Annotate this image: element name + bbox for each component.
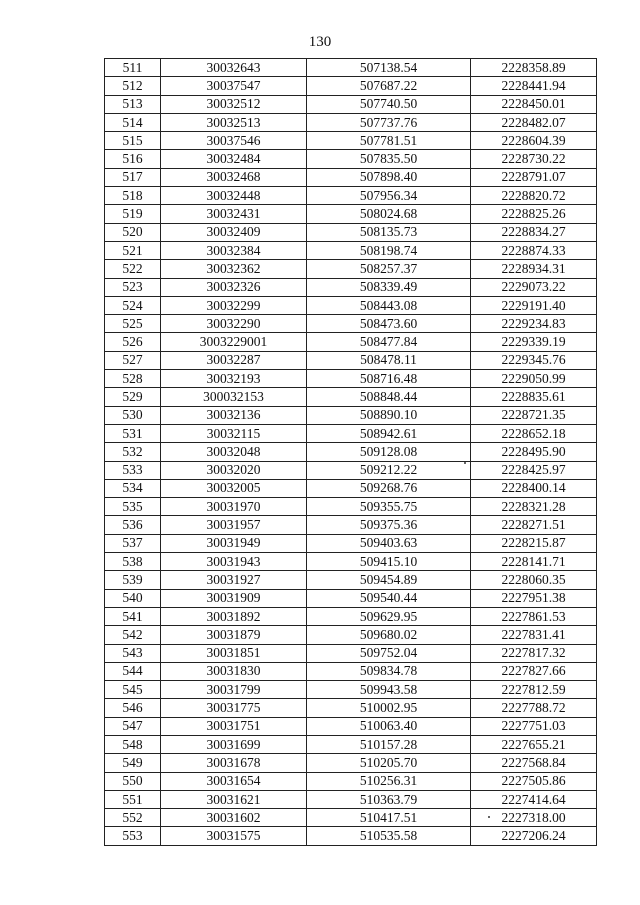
- point-number-cell: 520: [105, 223, 161, 241]
- point-number-cell: 529: [105, 388, 161, 406]
- y-coordinate-cell: 2227812.59: [471, 681, 597, 699]
- table-row: [105, 260, 597, 278]
- y-coordinate-cell: 2228215.87: [471, 534, 597, 552]
- table-row: [105, 187, 597, 205]
- point-number-cell: 512: [105, 77, 161, 95]
- point-number-cell: 535: [105, 498, 161, 516]
- table-row: [105, 534, 597, 552]
- y-coordinate-cell: 2229050.99: [471, 370, 597, 388]
- point-number-cell: 527: [105, 351, 161, 369]
- point-id-cell: 30032468: [161, 168, 307, 186]
- point-id-cell: 30031970: [161, 498, 307, 516]
- point-number-cell: 525: [105, 315, 161, 333]
- table-row: [105, 333, 597, 351]
- point-id-cell: 30031575: [161, 827, 307, 845]
- x-coordinate-cell: 508716.48: [307, 370, 471, 388]
- table-row: [105, 315, 597, 333]
- scan-speck: [464, 462, 466, 464]
- x-coordinate-cell: 510063.40: [307, 717, 471, 735]
- x-coordinate-cell: 509680.02: [307, 626, 471, 644]
- point-number-cell: 523: [105, 278, 161, 296]
- x-coordinate-cell: 507740.50: [307, 95, 471, 113]
- table-row: [105, 754, 597, 772]
- point-number-cell: 532: [105, 443, 161, 461]
- x-coordinate-cell: 509752.04: [307, 644, 471, 662]
- y-coordinate-cell: 2227568.84: [471, 754, 597, 772]
- y-coordinate-cell: 2228652.18: [471, 424, 597, 442]
- y-coordinate-cell: 2227827.66: [471, 662, 597, 680]
- point-number-cell: 545: [105, 681, 161, 699]
- x-coordinate-cell: 509834.78: [307, 662, 471, 680]
- y-coordinate-cell: 2227788.72: [471, 699, 597, 717]
- scan-speck: [488, 816, 490, 818]
- y-coordinate-cell: 2229191.40: [471, 296, 597, 314]
- table-row: [105, 223, 597, 241]
- y-coordinate-cell: 2228934.31: [471, 260, 597, 278]
- point-id-cell: 30032431: [161, 205, 307, 223]
- table-row: [105, 662, 597, 680]
- y-coordinate-cell: 2228441.94: [471, 77, 597, 95]
- y-coordinate-cell: 2228060.35: [471, 571, 597, 589]
- point-number-cell: 517: [105, 168, 161, 186]
- x-coordinate-cell: 509415.10: [307, 553, 471, 571]
- x-coordinate-cell: 510417.51: [307, 809, 471, 827]
- point-id-cell: 30032115: [161, 424, 307, 442]
- table-row: [105, 59, 597, 77]
- point-number-cell: 530: [105, 406, 161, 424]
- table-row: [105, 644, 597, 662]
- point-id-cell: 30032326: [161, 278, 307, 296]
- y-coordinate-cell: 2228874.33: [471, 241, 597, 259]
- y-coordinate-cell: 2228835.61: [471, 388, 597, 406]
- x-coordinate-cell: 509128.08: [307, 443, 471, 461]
- table-row: [105, 498, 597, 516]
- point-id-cell: 30031678: [161, 754, 307, 772]
- y-coordinate-cell: 2227861.53: [471, 607, 597, 625]
- point-number-cell: 549: [105, 754, 161, 772]
- y-coordinate-cell: 2227505.86: [471, 772, 597, 790]
- y-coordinate-cell: 2227751.03: [471, 717, 597, 735]
- y-coordinate-cell: 2228730.22: [471, 150, 597, 168]
- point-id-cell: 300032153: [161, 388, 307, 406]
- point-number-cell: 540: [105, 589, 161, 607]
- point-id-cell: 30031949: [161, 534, 307, 552]
- table-row: [105, 296, 597, 314]
- point-number-cell: 533: [105, 461, 161, 479]
- x-coordinate-cell: 508257.37: [307, 260, 471, 278]
- x-coordinate-cell: 509629.95: [307, 607, 471, 625]
- table-row: [105, 589, 597, 607]
- point-number-cell: 543: [105, 644, 161, 662]
- x-coordinate-cell: 507835.50: [307, 150, 471, 168]
- point-id-cell: 30031699: [161, 735, 307, 753]
- point-id-cell: 30031830: [161, 662, 307, 680]
- x-coordinate-cell: 508942.61: [307, 424, 471, 442]
- point-id-cell: 30031654: [161, 772, 307, 790]
- y-coordinate-cell: 2227831.41: [471, 626, 597, 644]
- coordinates-table: [104, 58, 597, 846]
- point-number-cell: 550: [105, 772, 161, 790]
- table-row: [105, 278, 597, 296]
- point-id-cell: 30031799: [161, 681, 307, 699]
- x-coordinate-cell: 509403.63: [307, 534, 471, 552]
- point-number-cell: 547: [105, 717, 161, 735]
- point-number-cell: 515: [105, 132, 161, 150]
- table-row: [105, 424, 597, 442]
- x-coordinate-cell: 510256.31: [307, 772, 471, 790]
- y-coordinate-cell: 2228400.14: [471, 479, 597, 497]
- point-id-cell: 30032005: [161, 479, 307, 497]
- y-coordinate-cell: 2228604.39: [471, 132, 597, 150]
- table-row: [105, 77, 597, 95]
- table-row: [105, 516, 597, 534]
- point-number-cell: 524: [105, 296, 161, 314]
- point-number-cell: 546: [105, 699, 161, 717]
- x-coordinate-cell: 507138.54: [307, 59, 471, 77]
- x-coordinate-cell: 509268.76: [307, 479, 471, 497]
- point-id-cell: 30031751: [161, 717, 307, 735]
- x-coordinate-cell: 509454.89: [307, 571, 471, 589]
- point-number-cell: 538: [105, 553, 161, 571]
- point-number-cell: 534: [105, 479, 161, 497]
- point-id-cell: 30032513: [161, 113, 307, 131]
- table-row: [105, 717, 597, 735]
- point-id-cell: 30032136: [161, 406, 307, 424]
- table-row: [105, 681, 597, 699]
- point-id-cell: 30037547: [161, 77, 307, 95]
- y-coordinate-cell: 2227414.64: [471, 790, 597, 808]
- x-coordinate-cell: 509540.44: [307, 589, 471, 607]
- x-coordinate-cell: 508198.74: [307, 241, 471, 259]
- point-number-cell: 511: [105, 59, 161, 77]
- point-number-cell: 552: [105, 809, 161, 827]
- x-coordinate-cell: 508477.84: [307, 333, 471, 351]
- point-number-cell: 526: [105, 333, 161, 351]
- x-coordinate-cell: 508848.44: [307, 388, 471, 406]
- table-row: [105, 827, 597, 845]
- point-number-cell: 537: [105, 534, 161, 552]
- table-row: [105, 205, 597, 223]
- x-coordinate-cell: 509375.36: [307, 516, 471, 534]
- y-coordinate-cell: 2228358.89: [471, 59, 597, 77]
- point-id-cell: 30032193: [161, 370, 307, 388]
- y-coordinate-cell: 2227951.38: [471, 589, 597, 607]
- point-id-cell: 30032048: [161, 443, 307, 461]
- table-row: [105, 132, 597, 150]
- table-row: [105, 479, 597, 497]
- point-number-cell: 528: [105, 370, 161, 388]
- table-row: [105, 626, 597, 644]
- table-row: [105, 571, 597, 589]
- table-row: [105, 168, 597, 186]
- table-row: [105, 772, 597, 790]
- point-number-cell: 548: [105, 735, 161, 753]
- y-coordinate-cell: 2228141.71: [471, 553, 597, 571]
- point-id-cell: 30032448: [161, 187, 307, 205]
- table-row: [105, 150, 597, 168]
- x-coordinate-cell: 508478.11: [307, 351, 471, 369]
- table-row: [105, 388, 597, 406]
- point-id-cell: 30032384: [161, 241, 307, 259]
- x-coordinate-cell: 508135.73: [307, 223, 471, 241]
- point-id-cell: 3003229001: [161, 333, 307, 351]
- point-number-cell: 513: [105, 95, 161, 113]
- y-coordinate-cell: 2227655.21: [471, 735, 597, 753]
- point-number-cell: 541: [105, 607, 161, 625]
- x-coordinate-cell: 510363.79: [307, 790, 471, 808]
- y-coordinate-cell: 2227318.00: [471, 809, 597, 827]
- table-row: [105, 809, 597, 827]
- point-id-cell: 30031892: [161, 607, 307, 625]
- point-id-cell: 30032484: [161, 150, 307, 168]
- point-number-cell: 522: [105, 260, 161, 278]
- x-coordinate-cell: 508890.10: [307, 406, 471, 424]
- point-id-cell: 30032512: [161, 95, 307, 113]
- y-coordinate-cell: 2228482.07: [471, 113, 597, 131]
- point-number-cell: 536: [105, 516, 161, 534]
- x-coordinate-cell: 509943.58: [307, 681, 471, 699]
- y-coordinate-cell: 2228450.01: [471, 95, 597, 113]
- point-id-cell: 30032643: [161, 59, 307, 77]
- point-id-cell: 30031602: [161, 809, 307, 827]
- point-id-cell: 30032290: [161, 315, 307, 333]
- y-coordinate-cell: 2227817.32: [471, 644, 597, 662]
- y-coordinate-cell: 2229073.22: [471, 278, 597, 296]
- point-id-cell: 30031879: [161, 626, 307, 644]
- table-row: [105, 553, 597, 571]
- x-coordinate-cell: 508443.08: [307, 296, 471, 314]
- point-id-cell: 30031943: [161, 553, 307, 571]
- point-number-cell: 518: [105, 187, 161, 205]
- table-row: [105, 699, 597, 717]
- table-row: [105, 370, 597, 388]
- point-id-cell: 30031621: [161, 790, 307, 808]
- x-coordinate-cell: 510002.95: [307, 699, 471, 717]
- y-coordinate-cell: 2229234.83: [471, 315, 597, 333]
- table-row: [105, 607, 597, 625]
- x-coordinate-cell: 510205.70: [307, 754, 471, 772]
- table-row: [105, 461, 597, 479]
- point-id-cell: 30032299: [161, 296, 307, 314]
- x-coordinate-cell: 509355.75: [307, 498, 471, 516]
- x-coordinate-cell: 507781.51: [307, 132, 471, 150]
- y-coordinate-cell: 2228321.28: [471, 498, 597, 516]
- point-number-cell: 514: [105, 113, 161, 131]
- y-coordinate-cell: 2228834.27: [471, 223, 597, 241]
- point-id-cell: 30031957: [161, 516, 307, 534]
- y-coordinate-cell: 2228825.26: [471, 205, 597, 223]
- x-coordinate-cell: 508339.49: [307, 278, 471, 296]
- point-id-cell: 30031851: [161, 644, 307, 662]
- y-coordinate-cell: 2228820.72: [471, 187, 597, 205]
- point-number-cell: 516: [105, 150, 161, 168]
- table-row: [105, 443, 597, 461]
- y-coordinate-cell: 2228425.97: [471, 461, 597, 479]
- page-number: 130: [308, 34, 332, 50]
- x-coordinate-cell: 507687.22: [307, 77, 471, 95]
- point-id-cell: 30031909: [161, 589, 307, 607]
- table-row: [105, 113, 597, 131]
- x-coordinate-cell: 507898.40: [307, 168, 471, 186]
- point-id-cell: 30031927: [161, 571, 307, 589]
- table-row: [105, 95, 597, 113]
- table-row: [105, 351, 597, 369]
- coordinates-table-body: [105, 59, 597, 846]
- point-id-cell: 30032287: [161, 351, 307, 369]
- table-row: [105, 406, 597, 424]
- y-coordinate-cell: 2228721.35: [471, 406, 597, 424]
- point-id-cell: 30032409: [161, 223, 307, 241]
- y-coordinate-cell: 2229339.19: [471, 333, 597, 351]
- x-coordinate-cell: 508024.68: [307, 205, 471, 223]
- table-row: [105, 735, 597, 753]
- table-row: [105, 790, 597, 808]
- point-number-cell: 544: [105, 662, 161, 680]
- point-number-cell: 531: [105, 424, 161, 442]
- x-coordinate-cell: 510535.58: [307, 827, 471, 845]
- table-row: [105, 241, 597, 259]
- y-coordinate-cell: 2229345.76: [471, 351, 597, 369]
- point-number-cell: 539: [105, 571, 161, 589]
- y-coordinate-cell: 2228271.51: [471, 516, 597, 534]
- y-coordinate-cell: 2228791.07: [471, 168, 597, 186]
- point-id-cell: 30037546: [161, 132, 307, 150]
- point-number-cell: 542: [105, 626, 161, 644]
- point-number-cell: 551: [105, 790, 161, 808]
- x-coordinate-cell: 510157.28: [307, 735, 471, 753]
- y-coordinate-cell: 2227206.24: [471, 827, 597, 845]
- point-number-cell: 553: [105, 827, 161, 845]
- x-coordinate-cell: 507737.76: [307, 113, 471, 131]
- point-number-cell: 519: [105, 205, 161, 223]
- x-coordinate-cell: 508473.60: [307, 315, 471, 333]
- y-coordinate-cell: 2228495.90: [471, 443, 597, 461]
- point-id-cell: 30032020: [161, 461, 307, 479]
- point-id-cell: 30031775: [161, 699, 307, 717]
- x-coordinate-cell: 509212.22: [307, 461, 471, 479]
- point-id-cell: 30032362: [161, 260, 307, 278]
- point-number-cell: 521: [105, 241, 161, 259]
- x-coordinate-cell: 507956.34: [307, 187, 471, 205]
